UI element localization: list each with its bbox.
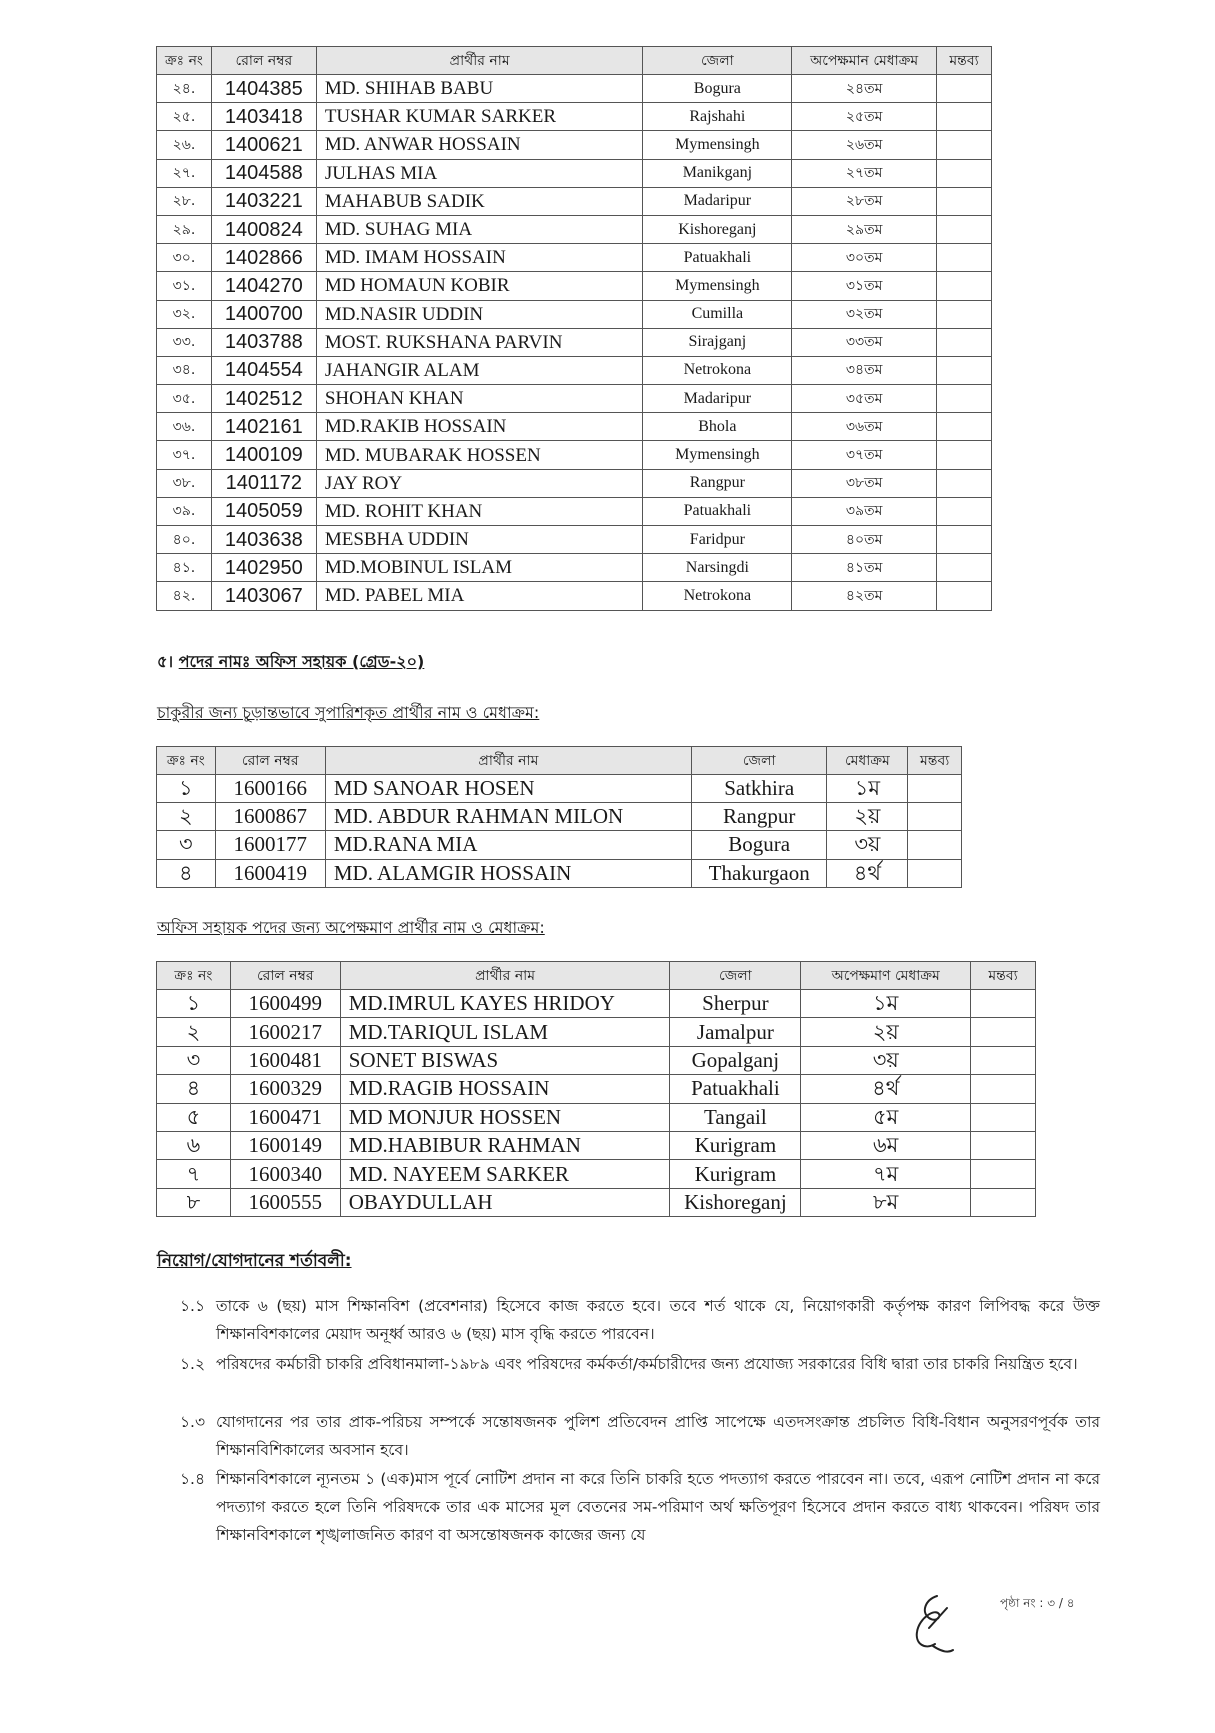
- remarks-cell: [937, 328, 992, 356]
- merit-cell: ৪১তম: [792, 554, 937, 582]
- table-row: [157, 1103, 1036, 1131]
- roll-cell: 1402512: [211, 385, 316, 413]
- serial-cell: ৭: [157, 1160, 231, 1188]
- header-serial: ক্রঃ নং: [157, 747, 216, 775]
- header-serial: ক্রঃ নং: [157, 47, 212, 75]
- merit-cell: ৩৮তম: [792, 469, 937, 497]
- merit-cell: ১ম: [827, 775, 908, 803]
- roll-cell: 1401172: [211, 469, 316, 497]
- header-remarks: মন্তব্য: [908, 747, 962, 775]
- header-district: জেলা: [670, 962, 801, 990]
- clause-number: ১.৪: [180, 1470, 206, 1488]
- district-cell: Jamalpur: [670, 1018, 801, 1046]
- name-cell: MD.RANA MIA: [325, 831, 691, 859]
- name-cell: MD. PABEL MIA: [316, 582, 643, 610]
- merit-cell: ৩য়: [827, 831, 908, 859]
- clause-text: পরিষদের কর্মচারী চাকরি প্রবিধানমালা-১৯৮৯ এবং পরিষদের কর্মকর্তা/কর্মচারীদের জন্য প্রযোজ্য সরকারের বিধি দ্বারা তার চাকরি নিয়ন্ত্রিত হবে।: [216, 1355, 1078, 1373]
- name-cell: MD HOMAUN KOBIR: [316, 272, 643, 300]
- header-merit: অপেক্ষমান মেধাক্রম: [792, 47, 937, 75]
- merit-cell: ২য়: [801, 1018, 971, 1046]
- name-cell: MAHABUB SADIK: [316, 187, 643, 215]
- merit-cell: ৩২তম: [792, 300, 937, 328]
- clause-number: ১.১: [180, 1297, 206, 1315]
- roll-cell: 1402866: [211, 244, 316, 272]
- district-cell: Rangpur: [643, 469, 792, 497]
- name-cell: MD SANOAR HOSEN: [325, 775, 691, 803]
- serial-cell: ৩: [157, 831, 216, 859]
- roll-cell: 1400621: [211, 131, 316, 159]
- serial-cell: ৪: [157, 1075, 231, 1103]
- name-cell: MD.MOBINUL ISLAM: [316, 554, 643, 582]
- remarks-cell: [937, 244, 992, 272]
- serial-cell: ৩২.: [157, 300, 212, 328]
- roll-cell: 1600867: [215, 803, 325, 831]
- roll-cell: 1600471: [230, 1103, 340, 1131]
- table-row: [157, 1018, 1036, 1046]
- remarks-cell: [971, 1131, 1036, 1159]
- name-cell: MD. IMAM HOSSAIN: [316, 244, 643, 272]
- roll-cell: 1600149: [230, 1131, 340, 1159]
- remarks-cell: [937, 385, 992, 413]
- remarks-cell: [937, 300, 992, 328]
- merit-cell: ২৪তম: [792, 75, 937, 103]
- table-row: [157, 103, 992, 131]
- remarks-cell: [971, 1160, 1036, 1188]
- merit-cell: ২৬তম: [792, 131, 937, 159]
- merit-cell: ৩৬তম: [792, 413, 937, 441]
- serial-cell: ৪২.: [157, 582, 212, 610]
- final-list-caption: চাকুরীর জন্য চূড়ান্তভাবে সুপারিশকৃত প্রার্থীর নাম ও মেধাক্রম:: [157, 703, 540, 722]
- roll-cell: 1600555: [230, 1188, 340, 1216]
- roll-cell: 1403067: [211, 582, 316, 610]
- name-cell: TUSHAR KUMAR SARKER: [316, 103, 643, 131]
- roll-cell: 1400700: [211, 300, 316, 328]
- roll-cell: 1400109: [211, 441, 316, 469]
- serial-cell: ২৬.: [157, 131, 212, 159]
- remarks-cell: [908, 803, 962, 831]
- district-cell: Rajshahi: [643, 103, 792, 131]
- remarks-cell: [908, 775, 962, 803]
- district-cell: Mymensingh: [643, 441, 792, 469]
- table-row: [157, 831, 962, 859]
- name-cell: MD.RAKIB HOSSAIN: [316, 413, 643, 441]
- serial-cell: ৩৫.: [157, 385, 212, 413]
- table-header-row: [157, 47, 992, 75]
- table-row: [157, 1160, 1036, 1188]
- serial-cell: ৩১.: [157, 272, 212, 300]
- roll-cell: 1403638: [211, 526, 316, 554]
- merit-cell: ২৯তম: [792, 215, 937, 243]
- name-cell: MD. MUBARAK HOSSEN: [316, 441, 643, 469]
- header-serial: ক্রঃ নং: [157, 962, 231, 990]
- merit-cell: ৩য়: [801, 1046, 971, 1074]
- serial-cell: ১: [157, 775, 216, 803]
- remarks-cell: [937, 441, 992, 469]
- header-remarks: মন্তব্য: [971, 962, 1036, 990]
- remarks-cell: [971, 1103, 1036, 1131]
- table-row: [157, 554, 992, 582]
- table-row: [157, 1046, 1036, 1074]
- table-row: [157, 244, 992, 272]
- name-cell: MD. SHIHAB BABU: [316, 75, 643, 103]
- name-cell: MESBHA UDDIN: [316, 526, 643, 554]
- table-row: [157, 469, 992, 497]
- serial-cell: ৩৭.: [157, 441, 212, 469]
- clause-text: শিক্ষানবিশকালে ন্যূনতম ১ (এক)মাস পূর্বে নোটিশ প্রদান না করে তিনি চাকরি হতে পদত্যাগ করতে পারবেন না। তবে, এরূপ নোটিশ প্রদান না করে পদত্যাগ করতে হলে তিনি পরিষদকে তার এক মাসের মূল বেতনের সম-পরিমাণ অর্থ ক্ষতিপূরণ হিসেবে প্রদান করতে বাধ্য থাকবেন। পরিষদ তার শিক্ষানবিশকালে শৃঙ্খলাজনিত কারণ বা অসন্তোষজনক কাজের জন্য যে: [216, 1470, 1100, 1544]
- waiting-list-caption: অফিস সহায়ক পদের জন্য অপেক্ষমাণ প্রার্থীর নাম ও মেধাক্রম:: [157, 918, 545, 937]
- district-cell: Kurigram: [670, 1131, 801, 1159]
- merit-cell: ৩৪তম: [792, 356, 937, 384]
- clause-text: তাকে ৬ (ছয়) মাস শিক্ষানবিশ (প্রবেশনার) হিসেবে কাজ করতে হবে। তবে শর্ত থাকে যে, নিয়োগকারী কর্তৃপক্ষ কারণ লিপিবদ্ধ করে উক্ত শিক্ষানবিশকালের মেয়াদ অনূর্ধ্ব আরও ৬ (ছয়) মাস বৃদ্ধি করতে পারবেন।: [216, 1297, 1100, 1343]
- name-cell: JULHAS MIA: [316, 159, 643, 187]
- page-number: পৃষ্ঠা নং : ৩ / ৪: [1000, 1596, 1075, 1610]
- name-cell: MD.RAGIB HOSSAIN: [340, 1075, 670, 1103]
- merit-cell: ৩০তম: [792, 244, 937, 272]
- table-row: [157, 159, 992, 187]
- remarks-cell: [971, 990, 1036, 1018]
- waiting-list-body: [157, 75, 992, 611]
- condition-clause: [180, 1292, 1100, 1352]
- conditions-title: নিয়োগ/যোগদানের শর্তাবলী:: [157, 1251, 352, 1271]
- name-cell: MD.TARIQUL ISLAM: [340, 1018, 670, 1046]
- roll-cell: 1600340: [230, 1160, 340, 1188]
- table-row: [157, 441, 992, 469]
- table-row: [157, 187, 992, 215]
- serial-cell: ৩৬.: [157, 413, 212, 441]
- merit-cell: ৩৩তম: [792, 328, 937, 356]
- name-cell: MD.IMRUL KAYES HRIDOY: [340, 990, 670, 1018]
- table-row: [157, 272, 992, 300]
- merit-cell: ৪র্থ: [827, 859, 908, 887]
- remarks-cell: [937, 413, 992, 441]
- name-cell: MD.NASIR UDDIN: [316, 300, 643, 328]
- district-cell: Bogura: [643, 75, 792, 103]
- serial-cell: ২: [157, 803, 216, 831]
- name-cell: MD.HABIBUR RAHMAN: [340, 1131, 670, 1159]
- table-row: [157, 582, 992, 610]
- condition-clause: [180, 1408, 1100, 1468]
- table-row: [157, 497, 992, 525]
- section-number: ৫।: [157, 652, 174, 671]
- district-cell: Madaripur: [643, 187, 792, 215]
- table-row: [157, 526, 992, 554]
- merit-cell: ৪২তম: [792, 582, 937, 610]
- district-cell: Kishoreganj: [643, 215, 792, 243]
- roll-cell: 1404385: [211, 75, 316, 103]
- name-cell: MD. NAYEEM SARKER: [340, 1160, 670, 1188]
- district-cell: Patuakhali: [643, 497, 792, 525]
- serial-cell: ২৪.: [157, 75, 212, 103]
- table-header-row: [157, 747, 962, 775]
- remarks-cell: [937, 215, 992, 243]
- district-cell: Thakurgaon: [691, 859, 827, 887]
- final-recommended-table: [156, 746, 962, 888]
- merit-cell: ২৭তম: [792, 159, 937, 187]
- serial-cell: ৪: [157, 859, 216, 887]
- serial-cell: ৮: [157, 1188, 231, 1216]
- condition-clause: [180, 1350, 1100, 1410]
- header-merit: মেধাক্রম: [827, 747, 908, 775]
- section-5-title: [157, 649, 424, 676]
- table-row: [157, 131, 992, 159]
- merit-cell: ১ম: [801, 990, 971, 1018]
- serial-cell: ২৫.: [157, 103, 212, 131]
- roll-cell: 1404270: [211, 272, 316, 300]
- post-name: পদের নামঃ অফিস সহায়ক (গ্রেড-২০): [178, 652, 425, 671]
- condition-clause: [180, 1465, 1100, 1555]
- district-cell: Netrokona: [643, 356, 792, 384]
- serial-cell: ৩: [157, 1046, 231, 1074]
- name-cell: MD MONJUR HOSSEN: [340, 1103, 670, 1131]
- header-roll: রোল নম্বর: [211, 47, 316, 75]
- header-merit: অপেক্ষমাণ মেধাক্রম: [801, 962, 971, 990]
- table-row: [157, 1075, 1036, 1103]
- remarks-cell: [937, 526, 992, 554]
- merit-cell: ৩৭তম: [792, 441, 937, 469]
- header-district: জেলা: [691, 747, 827, 775]
- remarks-cell: [971, 1018, 1036, 1046]
- table-header-row: [157, 962, 1036, 990]
- remarks-cell: [937, 131, 992, 159]
- merit-cell: ৮ম: [801, 1188, 971, 1216]
- table-row: [157, 990, 1036, 1018]
- district-cell: Sherpur: [670, 990, 801, 1018]
- remarks-cell: [908, 831, 962, 859]
- waiting-list-table: [156, 46, 992, 611]
- roll-cell: 1600481: [230, 1046, 340, 1074]
- remarks-cell: [937, 159, 992, 187]
- table-row: [157, 356, 992, 384]
- district-cell: Madaripur: [643, 385, 792, 413]
- district-cell: Mymensingh: [643, 131, 792, 159]
- table-row: [157, 300, 992, 328]
- merit-cell: ৩১তম: [792, 272, 937, 300]
- remarks-cell: [971, 1188, 1036, 1216]
- clause-text: যোগদানের পর তার প্রাক-পরিচয় সম্পর্কে সন্তোষজনক পুলিশ প্রতিবেদন প্রাপ্তি সাপেক্ষে এতদসংক্রান্ত প্রচলিত বিধি-বিধান অনুসরণপূর্বক তার শিক্ষানবিশিকালের অবসান হবে।: [216, 1413, 1100, 1459]
- name-cell: SONET BISWAS: [340, 1046, 670, 1074]
- district-cell: Kurigram: [670, 1160, 801, 1188]
- serial-cell: ৫: [157, 1103, 231, 1131]
- district-cell: Mymensingh: [643, 272, 792, 300]
- header-roll: রোল নম্বর: [215, 747, 325, 775]
- roll-cell: 1405059: [211, 497, 316, 525]
- roll-cell: 1404588: [211, 159, 316, 187]
- clause-number: ১.২: [180, 1355, 206, 1373]
- district-cell: Patuakhali: [643, 244, 792, 272]
- merit-cell: ৪০তম: [792, 526, 937, 554]
- name-cell: MD. SUHAG MIA: [316, 215, 643, 243]
- roll-cell: 1400824: [211, 215, 316, 243]
- district-cell: Gopalganj: [670, 1046, 801, 1074]
- merit-cell: ৩৫তম: [792, 385, 937, 413]
- remarks-cell: [937, 356, 992, 384]
- remarks-cell: [937, 554, 992, 582]
- name-cell: MD. ALAMGIR HOSSAIN: [325, 859, 691, 887]
- district-cell: Bhola: [643, 413, 792, 441]
- district-cell: Sirajganj: [643, 328, 792, 356]
- roll-cell: 1600419: [215, 859, 325, 887]
- serial-cell: ৩৮.: [157, 469, 212, 497]
- table-row: [157, 75, 992, 103]
- header-name: প্রার্থীর নাম: [325, 747, 691, 775]
- remarks-cell: [937, 497, 992, 525]
- header-district: জেলা: [643, 47, 792, 75]
- header-remarks: মন্তব্য: [937, 47, 992, 75]
- serial-cell: ৩৯.: [157, 497, 212, 525]
- serial-cell: ৪১.: [157, 554, 212, 582]
- remarks-cell: [937, 187, 992, 215]
- district-cell: Cumilla: [643, 300, 792, 328]
- roll-cell: 1402161: [211, 413, 316, 441]
- district-cell: Patuakhali: [670, 1075, 801, 1103]
- signature-mark: [895, 1588, 970, 1663]
- serial-cell: ৩৪.: [157, 356, 212, 384]
- roll-cell: 1403418: [211, 103, 316, 131]
- merit-cell: ২৮তম: [792, 187, 937, 215]
- remarks-cell: [937, 469, 992, 497]
- remarks-cell: [937, 103, 992, 131]
- merit-cell: ৪র্থ: [801, 1075, 971, 1103]
- header-roll: রোল নম্বর: [230, 962, 340, 990]
- table-row: [157, 859, 962, 887]
- district-cell: Satkhira: [691, 775, 827, 803]
- serial-cell: ৬: [157, 1131, 231, 1159]
- roll-cell: 1600217: [230, 1018, 340, 1046]
- district-cell: Faridpur: [643, 526, 792, 554]
- remarks-cell: [971, 1075, 1036, 1103]
- name-cell: JAY ROY: [316, 469, 643, 497]
- serial-cell: ৩০.: [157, 244, 212, 272]
- serial-cell: ২৯.: [157, 215, 212, 243]
- name-cell: SHOHAN KHAN: [316, 385, 643, 413]
- remarks-cell: [937, 582, 992, 610]
- name-cell: MD. ABDUR RAHMAN MILON: [325, 803, 691, 831]
- remarks-cell: [908, 859, 962, 887]
- table-row: [157, 803, 962, 831]
- remarks-cell: [971, 1046, 1036, 1074]
- serial-cell: ২৭.: [157, 159, 212, 187]
- name-cell: MD. ROHIT KHAN: [316, 497, 643, 525]
- header-name: প্রার্থীর নাম: [316, 47, 643, 75]
- merit-cell: ৭ম: [801, 1160, 971, 1188]
- roll-cell: 1600166: [215, 775, 325, 803]
- merit-cell: ২য়: [827, 803, 908, 831]
- serial-cell: ৩৩.: [157, 328, 212, 356]
- table-row: [157, 1131, 1036, 1159]
- district-cell: Narsingdi: [643, 554, 792, 582]
- district-cell: Kishoreganj: [670, 1188, 801, 1216]
- serial-cell: ২৮.: [157, 187, 212, 215]
- serial-cell: ৪০.: [157, 526, 212, 554]
- name-cell: OBAYDULLAH: [340, 1188, 670, 1216]
- final-list-body: [157, 775, 962, 888]
- district-cell: Bogura: [691, 831, 827, 859]
- remarks-cell: [937, 75, 992, 103]
- name-cell: MD. ANWAR HOSSAIN: [316, 131, 643, 159]
- roll-cell: 1403221: [211, 187, 316, 215]
- table-row: [157, 413, 992, 441]
- merit-cell: ৬ম: [801, 1131, 971, 1159]
- waiting-list-body: [157, 990, 1036, 1217]
- merit-cell: ৩৯তম: [792, 497, 937, 525]
- table-row: [157, 215, 992, 243]
- roll-cell: 1403788: [211, 328, 316, 356]
- serial-cell: ১: [157, 990, 231, 1018]
- name-cell: JAHANGIR ALAM: [316, 356, 643, 384]
- serial-cell: ২: [157, 1018, 231, 1046]
- table-row: [157, 775, 962, 803]
- district-cell: Rangpur: [691, 803, 827, 831]
- clause-number: ১.৩: [180, 1413, 206, 1431]
- district-cell: Netrokona: [643, 582, 792, 610]
- district-cell: Manikganj: [643, 159, 792, 187]
- roll-cell: 1600329: [230, 1075, 340, 1103]
- table-row: [157, 328, 992, 356]
- table-row: [157, 1188, 1036, 1216]
- roll-cell: 1600499: [230, 990, 340, 1018]
- table-row: [157, 385, 992, 413]
- header-name: প্রার্থীর নাম: [340, 962, 670, 990]
- roll-cell: 1404554: [211, 356, 316, 384]
- merit-cell: ৫ম: [801, 1103, 971, 1131]
- name-cell: MOST. RUKSHANA PARVIN: [316, 328, 643, 356]
- roll-cell: 1402950: [211, 554, 316, 582]
- roll-cell: 1600177: [215, 831, 325, 859]
- remarks-cell: [937, 272, 992, 300]
- office-assistant-waiting-table: [156, 961, 1036, 1217]
- merit-cell: ২৫তম: [792, 103, 937, 131]
- district-cell: Tangail: [670, 1103, 801, 1131]
